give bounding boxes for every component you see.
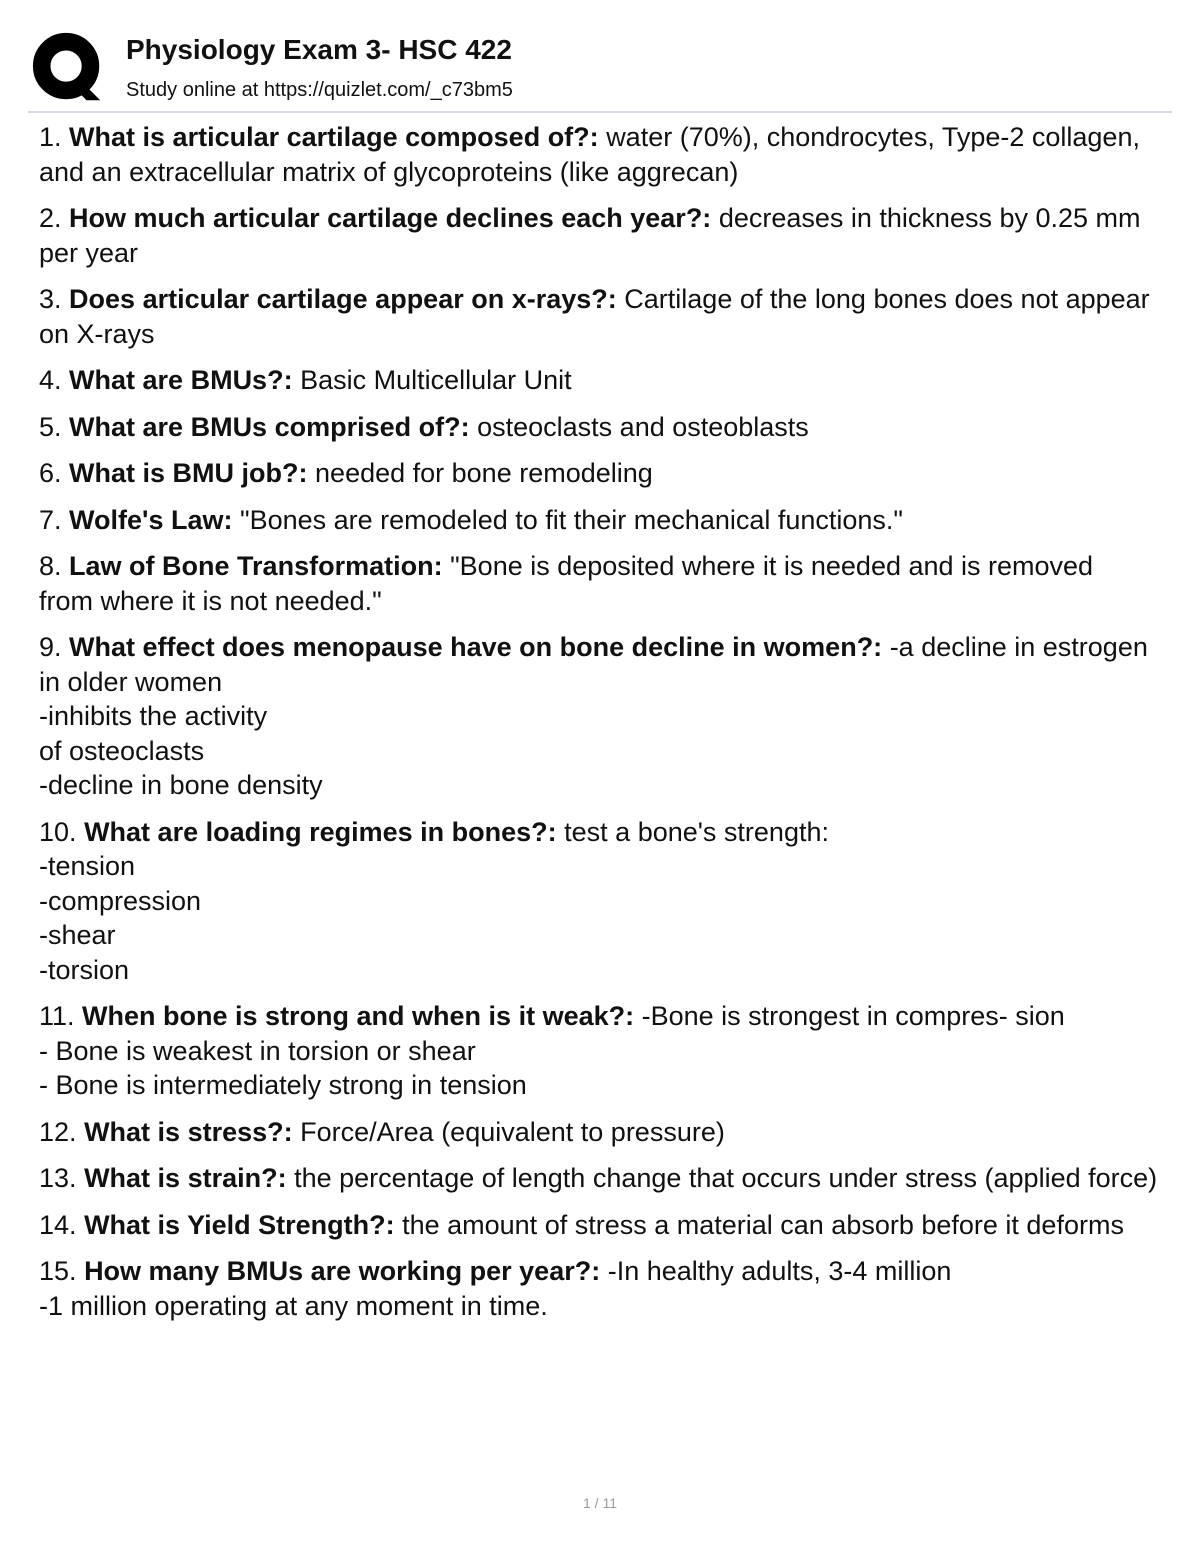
card-question: What are loading regimes in bones?: (84, 816, 557, 847)
card-number: 3. (39, 284, 62, 314)
card-9 (39, 630, 1167, 803)
card-13 (39, 1161, 1167, 1196)
card-number: 5. (39, 411, 62, 442)
card-answer: decreases in thickness by 0.25 mm per year (39, 203, 1141, 268)
card-15 (39, 1254, 1167, 1323)
card-answer: Basic Multicellular Unit (300, 365, 572, 395)
card-question: What are BMUs comprised of?: (69, 411, 470, 442)
card-question: What is strain?: (84, 1163, 287, 1193)
card-answer: -Bone is strongest in compres- sion - Bone is weakest in torsion or shear - Bone is intermediately strong in tension (39, 1001, 1065, 1100)
card-number: 1. (39, 122, 62, 152)
card-answer: water (70%), chondrocytes, Type-2 collagen, and an extracellular matrix of glycoproteins (like aggrecan) (39, 122, 1140, 187)
card-question: Wolfe's Law: (69, 504, 233, 535)
card-number: 7. (39, 504, 62, 535)
card-question: When bone is strong and when is it weak?: (82, 1001, 635, 1031)
page-number: 1 / 11 (583, 1495, 617, 1511)
card-number: 8. (39, 551, 62, 581)
card-answer: -a decline in estrogen in older women -inhibits the activity of osteoclasts -decline in bone density (39, 632, 1148, 800)
card-answer: test a bone's strength: -tension -compression -shear -torsion (39, 816, 829, 985)
page-header (28, 28, 1172, 108)
card-6 (39, 456, 1167, 491)
card-number: 15. (39, 1256, 77, 1286)
card-answer: "Bone is deposited where it is needed and is removed from where it is not needed." (39, 551, 1094, 616)
card-question: How much articular cartilage declines each year?: (69, 203, 712, 233)
card-question: What is stress?: (84, 1116, 293, 1147)
card-answer: the percentage of length change that occurs under stress (applied force) (294, 1163, 1158, 1193)
card-12 (39, 1115, 1167, 1150)
card-answer: -In healthy adults, 3-4 million -1 million operating at any moment in time. (39, 1256, 952, 1321)
card-answer: Force/Area (equivalent to pressure) (300, 1116, 725, 1147)
card-5 (39, 410, 1167, 445)
card-8 (39, 549, 1167, 618)
card-1 (39, 120, 1167, 189)
card-answer: needed for bone remodeling (315, 458, 653, 488)
card-question: What is Yield Strength?: (84, 1209, 395, 1240)
card-question: How many BMUs are working per year?: (84, 1256, 601, 1286)
quizlet-q-logo-icon (30, 30, 108, 108)
card-number: 13. (39, 1163, 77, 1193)
card-number: 12. (39, 1116, 77, 1147)
card-number: 11. (39, 1001, 75, 1031)
card-3 (39, 282, 1167, 351)
card-question: Law of Bone Transformation: (69, 551, 443, 581)
card-number: 10. (39, 816, 77, 847)
card-answer: the amount of stress a material can absorb before it deforms (402, 1209, 1124, 1240)
page-title: Physiology Exam 3- HSC 422 (126, 34, 512, 65)
card-number: 14. (39, 1209, 77, 1240)
card-4 (39, 363, 1167, 398)
card-question: What is BMU job?: (69, 458, 308, 488)
card-number: 6. (39, 458, 62, 488)
card-answer: osteoclasts and osteoblasts (477, 411, 809, 442)
flashcard-list (39, 120, 1167, 1335)
card-number: 9. (39, 632, 62, 662)
study-online-link[interactable]: Study online at https://quizlet.com/_c73bm5 (126, 79, 513, 101)
card-2 (39, 201, 1167, 270)
card-10 (39, 815, 1167, 988)
header-divider (28, 111, 1172, 113)
card-question: What is articular cartilage composed of?: (69, 122, 599, 152)
card-answer: "Bones are remodeled to fit their mechanical functions." (240, 504, 904, 535)
card-number: 2. (39, 203, 62, 233)
card-question: What effect does menopause have on bone decline in women?: (69, 632, 883, 662)
card-answer: Cartilage of the long bones does not appear on X-rays (39, 284, 1150, 349)
card-number: 4. (39, 365, 62, 395)
card-11 (39, 999, 1167, 1103)
card-question: Does articular cartilage appear on x-rays?: (69, 284, 617, 314)
card-14 (39, 1208, 1167, 1243)
card-question: What are BMUs?: (69, 365, 293, 395)
card-7 (39, 503, 1167, 538)
